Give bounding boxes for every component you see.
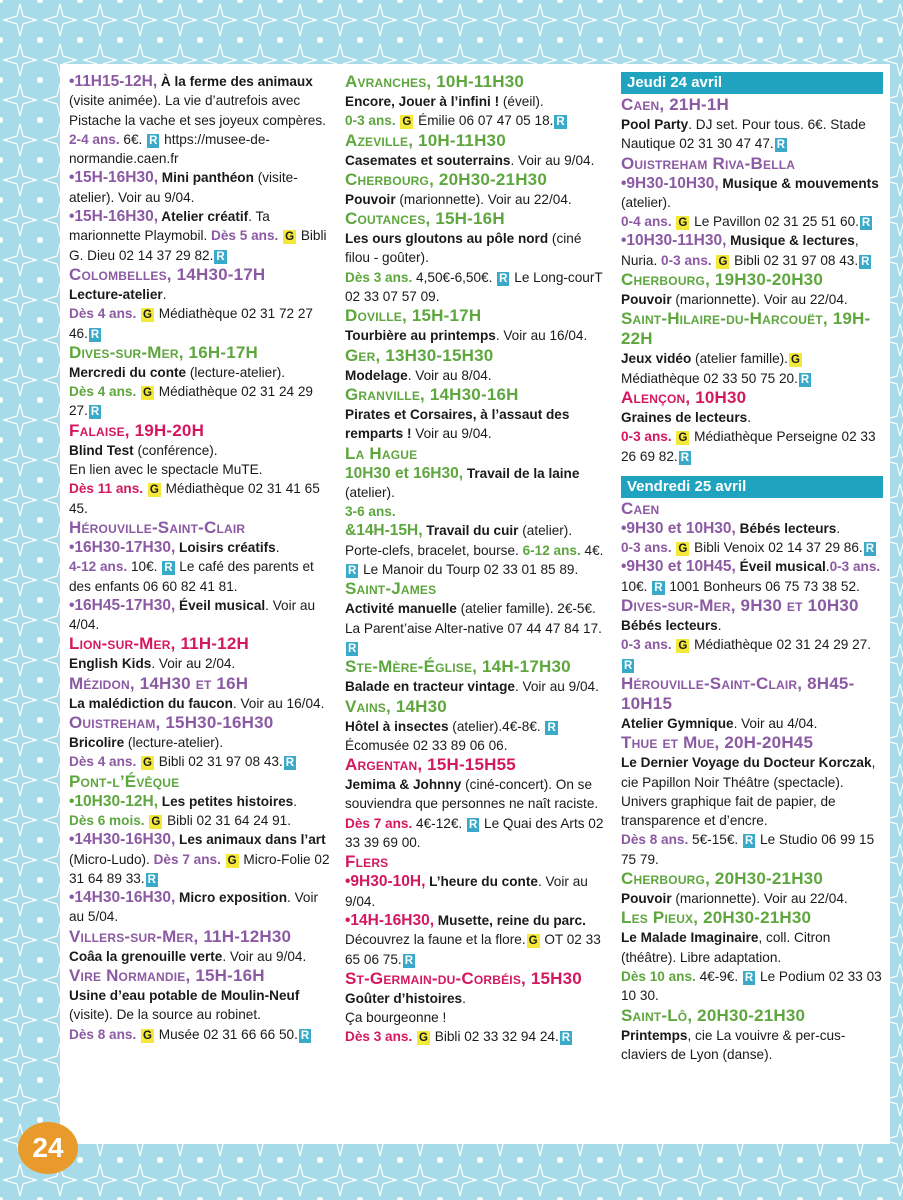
gouter-badge-icon: G — [143, 309, 152, 322]
city-heading: Thue et Mue, 20H-20H45 — [621, 733, 814, 753]
gouter-badge-icon: G — [419, 1032, 428, 1045]
agenda-entry: Argentan, 15H-15H55 Jemima & Johnny (ciné-concert). On se souviendra que personnes ne naît raciste. Dès 7 ans. 4€-12€. R Le Quai des Arts 02 33 39 69 00. — [345, 755, 607, 852]
city-heading: Caen — [621, 498, 660, 518]
column-1 — [69, 72, 331, 1044]
reservation-badge-icon: R — [561, 1032, 571, 1045]
agenda-entry: Saint-James Activité manuelle (atelier famille). 2€-5€. La Parent’aise Alter-native 07 44 47 84 17.R — [345, 579, 607, 657]
agenda-entry: Doville, 15H-17H Tourbière au printemps. Voir au 16/04. — [345, 306, 607, 345]
city-heading: Vains, 14H30 — [345, 696, 447, 716]
agenda-entry: Avranches, 10H-11H30 Encore, Jouer à l’infini ! (éveil). 0-3 ans. G Émilie 06 07 47 05 18. R — [345, 72, 607, 131]
city-heading: Ouistreham Riva-Bella — [621, 153, 796, 173]
agenda-entry: Coutances, 15H-16H Les ours gloutons au pôle nord (ciné filou - goûter). Dès 3 ans. 4,50€-6,50€. R Le Long-courT 02 33 07 57 09. — [345, 209, 607, 306]
gouter-badge-icon: G — [151, 815, 161, 828]
agenda-entry: •14H30-16H30, Micro exposition. Voir au 5/04. — [69, 889, 319, 925]
page-number-badge: 24 — [18, 1122, 78, 1174]
city-heading: Hérouville-Saint-Clair, 8H45-10H15 — [621, 673, 855, 713]
reservation-badge-icon: R — [800, 373, 810, 386]
agenda-entry: Pont-l’Évêque •10H30-12H, Les petites histoires. Dès 6 mois. G Bibli 02 31 64 24 91. — [69, 772, 331, 831]
reservation-badge-icon: R — [348, 565, 357, 578]
agenda-entry: Dives-sur-Mer, 16H-17H Mercredi du conte (lecture-atelier). Dès 4 ans. G Médiathèque 02 31 24 29 27. R — [69, 343, 331, 421]
reservation-badge-icon: R — [285, 757, 295, 770]
agenda-entry: Mézidon, 14H30 et 16H La malédiction du faucon. Voir au 16/04. — [69, 674, 331, 713]
city-heading: Falaise, 19H-20H — [69, 420, 205, 440]
agenda-entry: Ouistreham Riva-Bella •9H30-10H30, Musique & mouvements (atelier). 0-4 ans. G Le Pavillon 02 31 25 51 60. R — [621, 154, 883, 232]
agenda-entry: Vains, 14H30 Hôtel à insectes (atelier).4€-8€. R Écomusée 02 33 89 06 06. — [345, 697, 607, 756]
city-heading: Saint-James — [345, 579, 437, 599]
agenda-entry: Vire Normandie, 15H-16H Usine d’eau potable de Moulin-Neuf (visite). De la source au robinet. Dès 8 ans. G Musée 02 31 66 66 50. R — [69, 966, 331, 1044]
gouter-badge-icon: G — [678, 432, 688, 445]
gouter-badge-icon: G — [678, 640, 688, 653]
agenda-entry: Saint-Lô, 20H30-21H30 Printemps, cie La vouivre & per-cus-claviers de Lyon (danse). — [621, 1006, 883, 1065]
gouter-badge-icon: G — [143, 757, 152, 770]
city-heading: Ouistreham, 15H30-16H30 — [69, 713, 274, 733]
gouter-badge-icon: G — [285, 231, 295, 244]
reservation-badge-icon: R — [499, 272, 508, 285]
agenda-entry: Hérouville-Saint-Clair, 8H45-10H15 Atelier Gymnique. Voir au 4/04. — [621, 674, 883, 733]
agenda-entry: •14H-16H30, Musette, reine du parc. Découvrez la faune et la flore. G OT 02 33 65 06 75. R — [345, 911, 601, 967]
reservation-badge-icon: R — [404, 954, 414, 967]
agenda-entry: St-Germain-du-Corbéis, 15H30 Goûter d’histoires. Ça bourgeonne ! Dès 3 ans. G Bibli 02 33 32 94 24. R — [345, 969, 607, 1047]
city-heading: Cherbourg, 19H30-20H30 — [621, 270, 823, 290]
reservation-badge-icon: R — [556, 116, 565, 129]
city-heading: Flers — [345, 852, 389, 872]
reservation-badge-icon: R — [300, 1029, 310, 1042]
agenda-entry: Cherbourg, 20H30-21H30 Pouvoir (marionnette). Voir au 22/04. — [345, 170, 607, 209]
agenda-entry: Cherbourg, 20H30-21H30 Pouvoir (marionnette). Voir au 22/04. — [621, 869, 883, 908]
column-3 — [621, 72, 883, 1064]
agenda-entry: •15H-16H30, Mini panthéon (visite-atelier). Voir au 9/04. — [69, 169, 298, 205]
city-heading: Mézidon, 14H30 et 16H — [69, 673, 249, 693]
reservation-badge-icon: R — [680, 451, 690, 464]
agenda-entry: Lion-sur-Mer, 11H-12H English Kids. Voir au 2/04. — [69, 634, 331, 673]
agenda-entry: Colombelles, 14H30-17H Lecture-atelier. Dès 4 ans. G Médiathèque 02 31 72 27 46. R — [69, 265, 331, 343]
reservation-badge-icon: R — [744, 971, 754, 984]
day-header-friday: Vendredi 25 avril — [621, 476, 883, 498]
reservation-badge-icon: R — [776, 139, 785, 152]
city-heading: Doville, 15H-17H — [345, 306, 482, 326]
reservation-badge-icon: R — [654, 581, 663, 594]
city-heading: La Hague — [345, 443, 418, 463]
reservation-badge-icon: R — [216, 250, 225, 263]
city-heading: Argentan, 15H-15H55 — [345, 755, 516, 775]
agenda-entry: •16H45-17H30, Éveil musical. Voir au 4/04. — [69, 596, 316, 633]
gouter-badge-icon: G — [718, 255, 728, 268]
city-heading: Villers-sur-Mer, 11H-12H30 — [69, 926, 292, 946]
city-heading: Azeville, 10H-11H30 — [345, 130, 506, 150]
city-heading: Colombelles, 14H30-17H — [69, 264, 266, 284]
gouter-badge-icon: G — [678, 217, 688, 230]
agenda-entry: La Hague 10H30 et 16H30, Travail de la laine (atelier). 3-6 ans. — [345, 444, 607, 522]
reservation-badge-icon: R — [90, 406, 100, 419]
agenda-entry: Ger, 13H30-15H30 Modelage. Voir au 8/04. — [345, 346, 607, 385]
city-heading: Alençon, 10H30 — [621, 387, 747, 407]
agenda-entry: Ste-Mère-Église, 14H-17H30 Balade en tracteur vintage. Voir au 9/04. — [345, 657, 607, 696]
gouter-badge-icon: G — [678, 543, 688, 556]
agenda-entry: Saint-Hilaire-du-Harcouët, 19H-22H Jeux vidéo (atelier famille). G Médiathèque 02 33 50 75 20. R — [621, 309, 883, 388]
reservation-badge-icon: R — [547, 721, 556, 734]
reservation-badge-icon: R — [149, 134, 158, 147]
reservation-badge-icon: R — [865, 543, 874, 556]
gouter-badge-icon: G — [402, 116, 412, 129]
gouter-badge-icon: G — [149, 484, 159, 497]
city-heading: Caen, 21H-1H — [621, 95, 730, 114]
city-heading: Cherbourg, 20H30-21H30 — [621, 869, 823, 889]
agenda-entry: Cherbourg, 19H30-20H30 Pouvoir (marionnette). Voir au 22/04. — [621, 270, 883, 309]
gouter-badge-icon: G — [227, 854, 237, 867]
agenda-entry: Flers •9H30-10H, L’heure du conte. Voir au 9/04. — [345, 852, 607, 911]
city-heading: Ger, 13H30-15H30 — [345, 345, 494, 365]
agenda-entry: •15H-16H30, Atelier créatif. Ta marionnette Playmobil. Dès 5 ans. G Bibli G. Dieu 02 14 37 29 82. R — [69, 208, 327, 263]
day-header-thursday: Jeudi 24 avril — [621, 72, 883, 94]
reservation-badge-icon: R — [861, 255, 870, 268]
agenda-entry: Ouistreham, 15H30-16H30 Bricolire (lecture-atelier). Dès 4 ans. G Bibli 02 31 97 08 43. R — [69, 713, 331, 772]
city-heading: Dives-sur-Mer, 16H-17H — [69, 342, 258, 362]
reservation-badge-icon: R — [90, 328, 100, 341]
agenda-entry: Dives-sur-Mer, 9H30 et 10H30 Bébés lecteurs. 0-3 ans. G Médiathèque 02 31 24 29 27.R — [621, 596, 883, 674]
column-2 — [345, 72, 607, 1047]
agenda-entry: Thue et Mue, 20H-20H45 Le Dernier Voyage du Docteur Korczak, cie Papillon Noir Théâtre (spectacle). Univers graphique fait de papier, de transparence et d’encre. Dès 8 ans. 5€-15€. R Le Studio 06 99 15 75 79. — [621, 733, 883, 869]
agenda-entry: Villers-sur-Mer, 11H-12H30 Coâa la grenouille verte. Voir au 9/04. — [69, 927, 331, 966]
city-heading: St-Germain-du-Corbéis, 15H30 — [345, 968, 582, 988]
city-heading: Cherbourg, 20H30-21H30 — [345, 169, 547, 189]
agenda-entry: Caen •9H30 et 10H30, Bébés lecteurs. 0-3 ans. G Bibli Venoix 02 14 37 29 86. R — [621, 499, 883, 558]
agenda-entry: &14H-15H, Travail du cuir (atelier). Porte-clefs, bracelet, bourse. 6-12 ans. 4€. R Le Manoir du Tourp 02 33 01 85 89. — [345, 522, 604, 578]
reservation-badge-icon: R — [744, 835, 754, 848]
city-heading: Lion-sur-Mer, 11H-12H — [69, 634, 249, 654]
city-heading: Avranches, 10H-11H30 — [345, 72, 525, 91]
gouter-badge-icon: G — [528, 935, 538, 948]
agenda-entry: Caen, 21H-1H Pool Party. DJ set. Pour tous. 6€. Stade Nautique 02 31 30 47 47. R — [621, 95, 883, 154]
city-heading: Coutances, 15H-16H — [345, 209, 505, 229]
reservation-badge-icon: R — [348, 642, 357, 655]
reservation-badge-icon: R — [624, 659, 633, 672]
city-heading: Vire Normandie, 15H-16H — [69, 965, 265, 985]
agenda-entry: Granville, 14H30-16H Pirates et Corsaires, à l’assaut des remparts ! Voir au 9/04. — [345, 385, 607, 444]
reservation-badge-icon: R — [861, 217, 871, 230]
city-heading: Ste-Mère-Église, 14H-17H30 — [345, 657, 571, 677]
gouter-badge-icon: G — [143, 1029, 152, 1042]
agenda-entry: Alençon, 10H30 Graines de lecteurs. 0-3 ans. G Médiathèque Perseigne 02 33 26 69 82. R — [621, 388, 883, 466]
city-heading: Saint-Hilaire-du-Harcouët, 19H-22H — [621, 309, 871, 349]
agenda-entry: Hérouville-Saint-Clair •16H30-17H30, Loisirs créatifs. 4-12 ans. 10€. R Le café des parents et des enfants 06 60 82 41 81. — [69, 518, 331, 596]
agenda-entry: •14H30-16H30, Les animaux dans l’art (Micro-Ludo). Dès 7 ans. G Micro-Folie 02 31 64 89 33. R — [69, 831, 330, 886]
agenda-entry: Azeville, 10H-11H30 Casemates et souterrains. Voir au 9/04. — [345, 131, 607, 170]
gouter-badge-icon: G — [790, 354, 800, 367]
gouter-badge-icon: G — [143, 387, 152, 400]
city-heading: Pont-l’Évêque — [69, 771, 180, 791]
reservation-badge-icon: R — [468, 818, 478, 831]
reservation-badge-icon: R — [147, 873, 156, 886]
agenda-entry: •9H30 et 10H45, Éveil musical.0-3 ans. 10€. R 1001 Bonheurs 06 75 73 38 52. — [621, 558, 881, 594]
city-heading: Dives-sur-Mer, 9H30 et 10H30 — [621, 596, 859, 616]
reservation-badge-icon: R — [164, 562, 173, 575]
agenda-entry: Les Pieux, 20H30-21H30 Le Malade Imaginaire, coll. Citron (théâtre). Libre adaptation. Dès 10 ans. 4€-9€. R Le Podium 02 33 03 10 30. — [621, 908, 882, 1004]
agenda-entry: •10H30-11H30, Musique & lectures, Nuria. 0-3 ans. G Bibli 02 31 97 08 43. R — [621, 232, 870, 268]
city-heading: Saint-Lô, 20H30-21H30 — [621, 1005, 806, 1025]
city-heading: Granville, 14H30-16H — [345, 384, 519, 404]
city-heading: Les Pieux, 20H30-21H30 — [621, 908, 812, 928]
city-heading: Hérouville-Saint-Clair — [69, 517, 246, 537]
agenda-entry: Falaise, 19H-20H Blind Test (conférence). En lien avec le spectacle MuTE. Dès 11 ans. G Médiathèque 02 31 41 65 45. — [69, 421, 331, 518]
agenda-entry: •11H15-12H, À la ferme des animaux (visite animée). La vie d’autrefois avec Pistache la vache et ses joyeux compères. 2-4 ans. 6€. R https://musee-de-normandie.caen.fr — [69, 73, 326, 167]
